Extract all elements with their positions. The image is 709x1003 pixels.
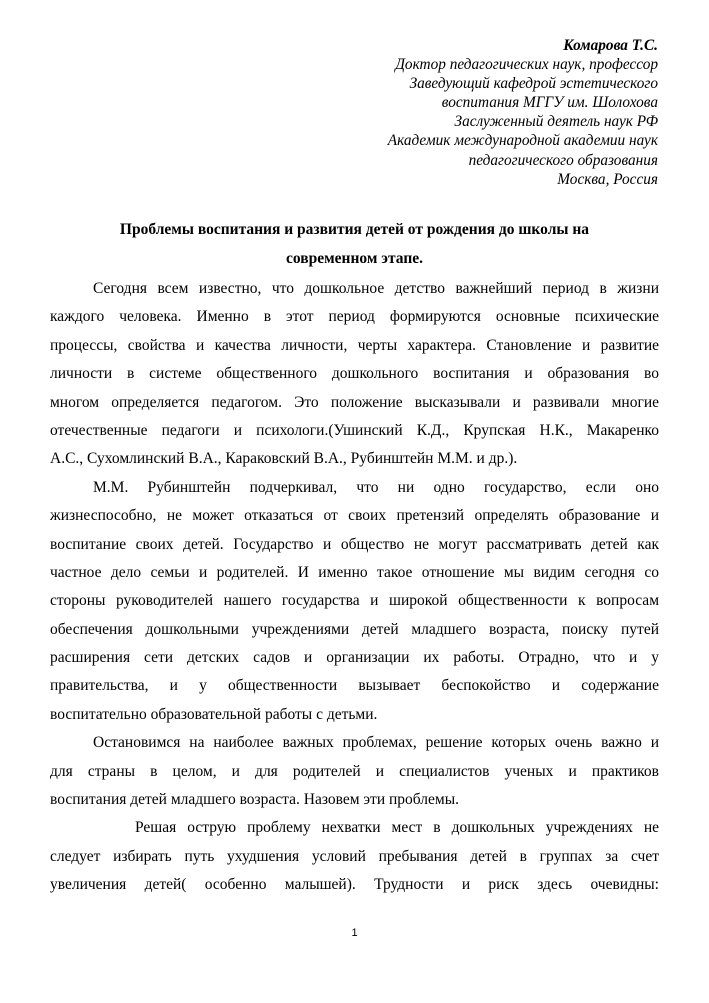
text-line: процессы, свойства и качества личности, черты характера. Становление и развитие — [50, 336, 659, 354]
author-title-line: Академик международной академии наук — [387, 132, 658, 150]
text-line: М.М. Рубинштейн подчеркивал, что ни одно государство, если оно — [93, 478, 659, 496]
author-location: Москва, Россия — [557, 170, 658, 188]
author-title-line: Доктор педагогических наук, профессор — [395, 56, 658, 74]
paragraph — [50, 278, 659, 477]
text-line: правительства, и у общественности вызывает беспокойство и содержание — [50, 677, 659, 695]
text-line: каждого человека. Именно в этот период формируются основные психические — [50, 308, 659, 326]
article-body — [50, 278, 659, 903]
text-line: воспитательно образовательной работы с детьми. — [50, 705, 378, 723]
text-line: воспитание своих детей. Государство и общество не могут рассматривать детей как — [50, 535, 659, 553]
text-line: следует избирать путь ухудшения условий пребывания детей в группах за счет — [50, 847, 659, 865]
text-line: Остановимся на наиболее важных проблемах, решение которых очень важно и — [93, 734, 659, 752]
author-title-line: педагогического образования — [468, 151, 658, 169]
text-line: частное дело семьи и родителей. И именно такое отношение мы видим сегодня со — [50, 563, 659, 581]
author-title-line: Заведующий кафедрой эстетического — [409, 75, 658, 93]
text-line: Сегодня всем известно, что дошкольное детство важнейший период в жизни — [93, 280, 659, 297]
text-line: обеспечения дошкольными учреждениями детей младшего возраста, поиску путей — [50, 620, 659, 638]
text-line: увеличения детей( особенно малышей). Трудности и риск здесь очевидны: — [50, 876, 659, 894]
article-title-line-1: Проблемы воспитания и развития детей от рождения до школы на — [119, 221, 590, 238]
text-line: Решая острую проблему нехватки мест в дошкольных учреждениях не — [135, 819, 659, 837]
text-line: стороны руководителей нашего государства и широкой общественности к вопросам — [50, 592, 659, 610]
author-name: Комарова Т.С. — [563, 37, 658, 54]
article-title-line-2: современном этапе. — [285, 250, 424, 267]
author-title-line: воспитания МГГУ им. Шолохова — [441, 94, 658, 112]
text-line: личности в системе общественного дошкольного воспитания и образования во — [50, 365, 659, 383]
text-line: жизнеспособно, не может отказаться от своих претензий определять образование и — [50, 507, 659, 525]
text-line: А.С., Сухомлинский В.А., Караковский В.А., Рубинштейн М.М. и др.). — [50, 450, 518, 468]
paragraph — [50, 732, 659, 817]
paragraph — [50, 817, 659, 902]
text-line: многом определяется педагогом. Это положение высказывали и развивали многие — [50, 393, 659, 411]
page-number: 1 — [351, 927, 358, 939]
text-line: для страны в целом, и для родителей и специалистов ученых и практиков — [50, 762, 659, 780]
paragraph — [50, 477, 659, 733]
author-info — [388, 36, 658, 189]
author-title-line: Заслуженный деятель наук РФ — [454, 113, 658, 131]
text-line: отечественные педагоги и психологи.(Ушинский К.Д., Крупская Н.К., Макаренко — [50, 421, 659, 439]
text-line: расширения сети детских садов и организации их работы. Отрадно, что и у — [50, 649, 659, 667]
text-line: воспитания детей младшего возраста. Назовем эти проблемы. — [50, 791, 460, 809]
